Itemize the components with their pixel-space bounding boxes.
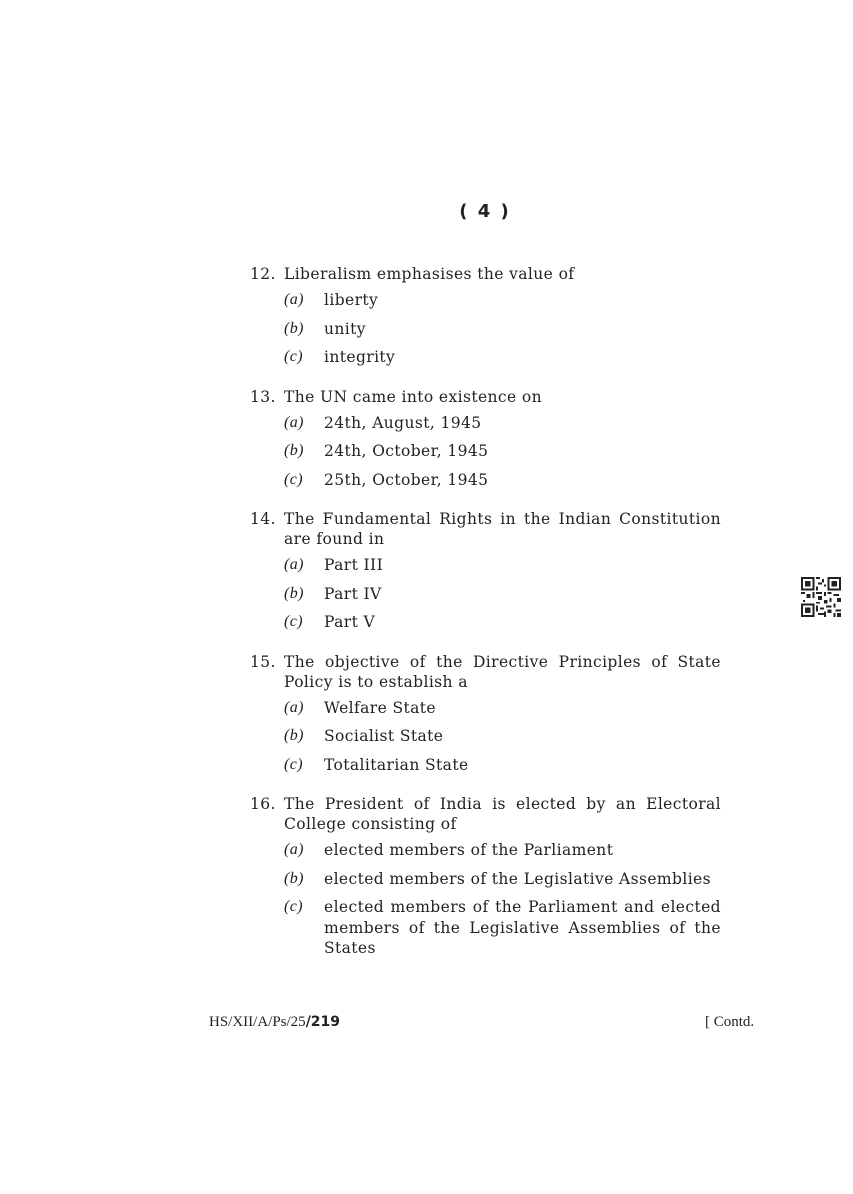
option-text: liberty <box>324 291 379 309</box>
option-label: (a) <box>284 841 304 858</box>
question-15 <box>250 652 721 776</box>
option-b <box>284 441 721 462</box>
option-c <box>284 470 721 491</box>
option-a <box>284 290 721 311</box>
question-number: 15. <box>250 652 276 671</box>
option-text: 25th, October, 1945 <box>324 470 489 489</box>
option-b <box>284 319 721 340</box>
option-list <box>284 698 721 776</box>
option-b <box>284 584 721 605</box>
option-label: (a) <box>284 413 304 431</box>
option-text: Part III <box>324 556 384 574</box>
question-number: 13. <box>250 387 276 406</box>
option-list <box>284 290 721 368</box>
option-c <box>284 755 721 776</box>
option-text: Welfare State <box>324 698 436 717</box>
paper-code <box>209 1014 340 1031</box>
option-b <box>284 869 721 890</box>
option-label: (b) <box>284 727 304 744</box>
question-list <box>250 264 721 959</box>
option-a <box>284 555 721 576</box>
continued-label: [ Contd. <box>705 1014 755 1030</box>
option-text: elected members of the Parliament <box>324 841 614 859</box>
question-text: Liberalism emphasises the value of <box>284 265 575 283</box>
question-12 <box>250 264 721 368</box>
option-a <box>284 413 721 434</box>
qr-code-icon <box>801 577 841 617</box>
option-text: Socialist State <box>324 727 444 745</box>
option-text: 24th, October, 1945 <box>324 442 489 460</box>
option-label: (a) <box>284 291 304 308</box>
question-13 <box>250 387 721 491</box>
question-14 <box>250 509 721 633</box>
option-a <box>284 840 721 861</box>
question-16 <box>250 794 721 959</box>
option-text: integrity <box>324 348 396 366</box>
option-label: (c) <box>284 898 303 915</box>
option-text: Part V <box>324 613 376 631</box>
option-text: unity <box>324 319 366 338</box>
option-a <box>284 698 721 719</box>
option-text: 24th, August, 1945 <box>324 413 482 432</box>
option-label: (c) <box>284 348 303 365</box>
question-text: The President of India is elected by an Electoral College consisting of <box>284 795 721 833</box>
option-text: Part IV <box>324 584 382 603</box>
question-text: The objective of the Directive Principles of State Policy is to establish a <box>284 652 721 691</box>
option-text: elected members of the Legislative Assemblies <box>324 869 711 888</box>
option-label: (a) <box>284 698 304 716</box>
option-label: (c) <box>284 755 303 773</box>
question-number: 12. <box>250 265 276 283</box>
option-list <box>284 413 721 491</box>
option-label: (b) <box>284 584 304 602</box>
option-label: (c) <box>284 470 303 488</box>
option-label: (c) <box>284 613 303 630</box>
option-c <box>284 612 721 633</box>
option-c <box>284 897 721 959</box>
page-number: ( 4 ) <box>459 201 511 222</box>
question-number: 16. <box>250 795 276 813</box>
paper-code-suffix: /219 <box>305 1014 341 1030</box>
option-label: (b) <box>284 869 304 887</box>
option-b <box>284 726 721 747</box>
option-label: (b) <box>284 319 304 337</box>
option-c <box>284 347 721 368</box>
question-number: 14. <box>250 510 276 528</box>
option-label: (b) <box>284 442 304 459</box>
option-text: Totalitarian State <box>324 755 469 774</box>
option-text: elected members of the Parliament and elected members of the Legislative Assemblies of the States <box>324 898 721 957</box>
question-text: The UN came into existence on <box>284 387 543 406</box>
question-text: The Fundamental Rights in the Indian Constitution are found in <box>284 510 721 548</box>
option-label: (a) <box>284 556 304 573</box>
option-list <box>284 840 721 959</box>
option-list <box>284 555 721 633</box>
paper-code-prefix: HS/XII/A/Ps/25 <box>209 1014 306 1030</box>
